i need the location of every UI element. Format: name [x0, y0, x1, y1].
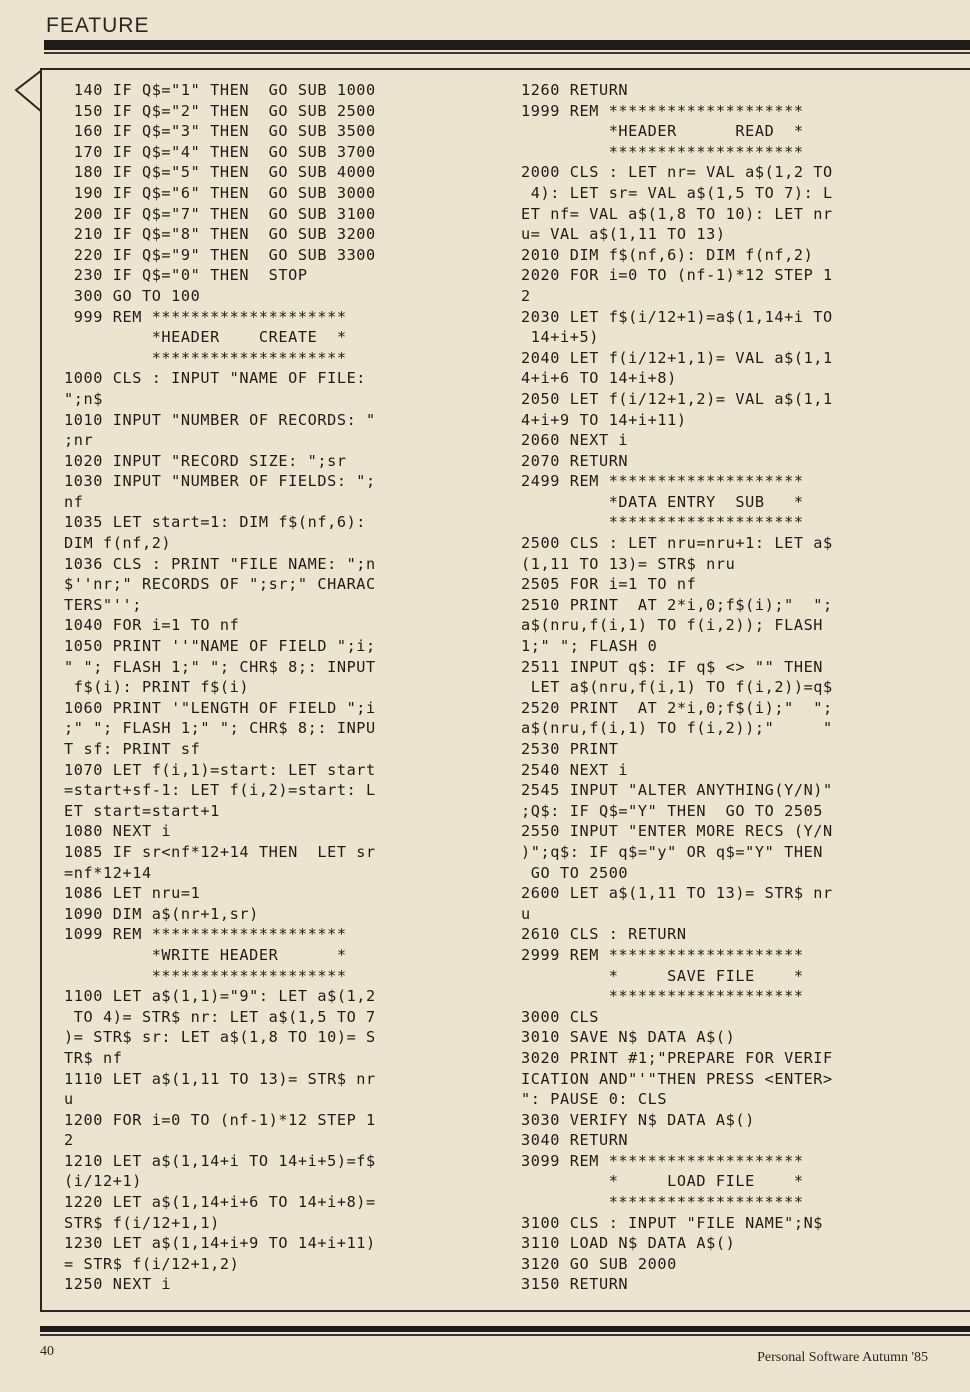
code-line: 2511 INPUT q$: IF q$ <> "" THEN — [521, 657, 824, 676]
code-line: 2510 PRINT AT 2*i,0;f$(i);" "; — [521, 595, 833, 614]
code-line: ******************** — [64, 348, 347, 367]
code-line: 3000 CLS — [521, 1007, 599, 1026]
code-line: 1000 CLS : INPUT "NAME OF FILE: — [64, 369, 367, 388]
code-line: nf — [64, 492, 84, 511]
code-line: 1080 NEXT i — [64, 822, 172, 841]
code-line: 2540 NEXT i — [521, 760, 629, 779]
code-line: = STR$ f(i/12+1,2) — [64, 1254, 240, 1273]
code-line: 1050 PRINT ''"NAME OF FIELD ";i; — [64, 637, 376, 656]
code-line: 3040 RETURN — [521, 1131, 629, 1150]
code-line: 210 IF Q$="8" THEN GO SUB 3200 — [64, 225, 376, 244]
code-line: 1999 REM ******************** — [521, 101, 804, 120]
code-line: ICATION AND"'"THEN PRESS <ENTER> — [521, 1069, 833, 1088]
code-line: 3020 PRINT #1;"PREPARE FOR VERIF — [521, 1048, 833, 1067]
code-line: TR$ nf — [64, 1048, 123, 1067]
code-line: 170 IF Q$="4" THEN GO SUB 3700 — [64, 142, 376, 161]
code-line: 1230 LET a$(1,14+i+9 TO 14+i+11) — [64, 1234, 376, 1253]
code-line: a$(nru,f(i,1) TO f(i,2));" " — [521, 719, 833, 738]
code-line: 2610 CLS : RETURN — [521, 925, 687, 944]
code-line: 999 REM ******************** — [64, 307, 347, 326]
code-line: ******************** — [64, 966, 347, 985]
code-line: ;Q$: IF Q$="Y" THEN GO TO 2505 — [521, 801, 824, 820]
code-line: )= STR$ sr: LET a$(1,8 TO 10)= S — [64, 1028, 376, 1047]
code-line: ******************** — [521, 1193, 804, 1212]
code-line: T sf: PRINT sf — [64, 740, 201, 758]
code-line: " "; FLASH 1;" "; CHR$ 8;: INPUT — [64, 657, 376, 676]
code-line: 2070 RETURN — [521, 451, 629, 470]
code-line: TO 4)= STR$ nr: LET a$(1,5 TO 7 — [64, 1007, 376, 1026]
code-line: STR$ f(i/12+1,1) — [64, 1213, 220, 1232]
code-line: 2050 LET f(i/12+1,2)= VAL a$(1,1 — [521, 389, 833, 408]
code-line: 1;" "; FLASH 0 — [521, 637, 658, 656]
code-line: =start+sf-1: LET f(i,2)=start: L — [64, 781, 376, 800]
code-line: 3120 GO SUB 2000 — [521, 1254, 677, 1273]
code-line: 2 — [64, 1131, 74, 1150]
code-line: 190 IF Q$="6" THEN GO SUB 3000 — [64, 183, 376, 202]
code-line: 1260 RETURN — [521, 81, 629, 99]
code-line: 2505 FOR i=1 TO nf — [521, 575, 697, 594]
tab-notch-icon — [14, 68, 42, 120]
code-line: 230 IF Q$="0" THEN STOP — [64, 266, 308, 285]
code-line: DIM f(nf,2) — [64, 534, 172, 553]
code-line: 1040 FOR i=1 TO nf — [64, 616, 240, 635]
code-line: ET start=start+1 — [64, 801, 220, 820]
code-line: *HEADER READ * — [521, 122, 804, 141]
top-rule-thin — [44, 52, 970, 54]
code-line: 2040 LET f(i/12+1,1)= VAL a$(1,1 — [521, 348, 833, 367]
section-label: FEATURE — [46, 14, 150, 37]
publication-title: Personal Software Autumn '85 — [757, 1350, 928, 1365]
code-line: 2500 CLS : LET nru=nru+1: LET a$ — [521, 534, 833, 553]
code-line: 1010 INPUT "NUMBER OF RECORDS: " — [64, 410, 376, 429]
code-line: f$(i): PRINT f$(i) — [64, 678, 250, 697]
code-line: 2999 REM ******************** — [521, 945, 804, 964]
code-line: * SAVE FILE * — [521, 966, 804, 985]
page-number: 40 — [40, 1344, 54, 1359]
code-line: 1060 PRINT '"LENGTH OF FIELD ";i — [64, 698, 376, 717]
code-line: 2550 INPUT "ENTER MORE RECS (Y/N — [521, 822, 833, 841]
code-line: 150 IF Q$="2" THEN GO SUB 2500 — [64, 101, 376, 120]
code-line: ******************** — [521, 513, 804, 532]
bottom-rule-thin — [40, 1334, 970, 1336]
code-line: 2020 FOR i=0 TO (nf-1)*12 STEP 1 — [521, 266, 833, 285]
code-line: u= VAL a$(1,11 TO 13) — [521, 225, 726, 244]
code-line: ;nr — [64, 431, 94, 450]
listing-right-column — [521, 80, 921, 1295]
code-line: 220 IF Q$="9" THEN GO SUB 3300 — [64, 245, 376, 264]
code-line: 2030 LET f$(i/12+1)=a$(1,14+i TO — [521, 307, 833, 326]
code-line: 2060 NEXT i — [521, 431, 629, 450]
code-line: 1200 FOR i=0 TO (nf-1)*12 STEP 1 — [64, 1110, 376, 1129]
code-line: 3030 VERIFY N$ DATA A$() — [521, 1110, 755, 1129]
code-line: $''nr;" RECORDS OF ";sr;" CHARAC — [64, 575, 376, 594]
listing-left-column — [64, 80, 464, 1295]
code-line: 2545 INPUT "ALTER ANYTHING(Y/N)" — [521, 781, 833, 800]
code-line: TERS"''; — [64, 595, 142, 614]
code-line: 1020 INPUT "RECORD SIZE: ";sr — [64, 451, 347, 470]
code-line: 2010 DIM f$(nf,6): DIM f(nf,2) — [521, 245, 814, 264]
code-line: 180 IF Q$="5" THEN GO SUB 4000 — [64, 163, 376, 182]
code-line: 160 IF Q$="3" THEN GO SUB 3500 — [64, 122, 376, 141]
code-line: 4+i+9 TO 14+i+11) — [521, 410, 687, 429]
code-line: u — [521, 904, 531, 923]
code-line: ET nf= VAL a$(1,8 TO 10): LET nr — [521, 204, 833, 223]
code-line: 2 — [521, 286, 531, 305]
code-line: 1085 IF sr<nf*12+14 THEN LET sr — [64, 842, 376, 861]
code-line: GO TO 2500 — [521, 863, 629, 882]
code-line: =nf*12+14 — [64, 863, 152, 882]
code-line: 1210 LET a$(1,14+i TO 14+i+5)=f$ — [64, 1151, 376, 1170]
code-line: 1036 CLS : PRINT "FILE NAME: ";n — [64, 554, 376, 573]
code-line: 14+i+5) — [521, 328, 599, 347]
code-line: ";n$ — [64, 389, 103, 408]
code-line: u — [64, 1090, 74, 1109]
code-line: (1,11 TO 13)= STR$ nru — [521, 554, 736, 573]
code-line: 1086 LET nru=1 — [64, 884, 201, 903]
code-line: 200 IF Q$="7" THEN GO SUB 3100 — [64, 204, 376, 223]
top-rule — [44, 40, 970, 50]
code-line: 2600 LET a$(1,11 TO 13)= STR$ nr — [521, 884, 833, 903]
code-line: )";q$: IF q$="y" OR q$="Y" THEN — [521, 842, 824, 861]
code-line: 2499 REM ******************** — [521, 472, 804, 491]
code-line: 2000 CLS : LET nr= VAL a$(1,2 TO — [521, 163, 833, 182]
code-line: *DATA ENTRY SUB * — [521, 492, 804, 511]
code-line: 3099 REM ******************** — [521, 1151, 804, 1170]
code-line: 1250 NEXT i — [64, 1275, 172, 1294]
code-line: 3110 LOAD N$ DATA A$() — [521, 1234, 736, 1253]
bottom-rule — [40, 1326, 970, 1332]
code-line: 3150 RETURN — [521, 1275, 629, 1294]
code-line: 1090 DIM a$(nr+1,sr) — [64, 904, 259, 923]
code-line: * LOAD FILE * — [521, 1172, 804, 1191]
code-line: 3100 CLS : INPUT "FILE NAME";N$ — [521, 1213, 824, 1232]
code-line: 1035 LET start=1: DIM f$(nf,6): — [64, 513, 367, 532]
code-line: 2520 PRINT AT 2*i,0;f$(i);" "; — [521, 698, 833, 717]
code-line: 3010 SAVE N$ DATA A$() — [521, 1028, 736, 1047]
code-line: 1099 REM ******************** — [64, 925, 347, 944]
code-line: 1110 LET a$(1,11 TO 13)= STR$ nr — [64, 1069, 376, 1088]
code-line: ******************** — [521, 987, 804, 1006]
code-line: 4): LET sr= VAL a$(1,5 TO 7): L — [521, 183, 833, 202]
code-line: 1220 LET a$(1,14+i+6 TO 14+i+8)= — [64, 1193, 376, 1212]
code-line: ;" "; FLASH 1;" "; CHR$ 8;: INPU — [64, 719, 376, 738]
code-line: 140 IF Q$="1" THEN GO SUB 1000 — [64, 81, 376, 99]
code-line: ": PAUSE 0: CLS — [521, 1090, 668, 1109]
code-line: (i/12+1) — [64, 1172, 142, 1191]
code-line: 300 GO TO 100 — [64, 286, 201, 305]
code-line: a$(nru,f(i,1) TO f(i,2)); FLASH — [521, 616, 824, 635]
code-line: 1100 LET a$(1,1)="9": LET a$(1,2 — [64, 987, 376, 1006]
code-line: ******************** — [521, 142, 804, 161]
code-line: *WRITE HEADER * — [64, 945, 347, 964]
code-line: 1070 LET f(i,1)=start: LET start — [64, 760, 376, 779]
code-line: 1030 INPUT "NUMBER OF FIELDS: "; — [64, 472, 376, 491]
code-line: 2530 PRINT — [521, 740, 619, 758]
code-line: 4+i+6 TO 14+i+8) — [521, 369, 677, 388]
code-line: *HEADER CREATE * — [64, 328, 347, 347]
code-line: LET a$(nru,f(i,1) TO f(i,2))=q$ — [521, 678, 833, 697]
